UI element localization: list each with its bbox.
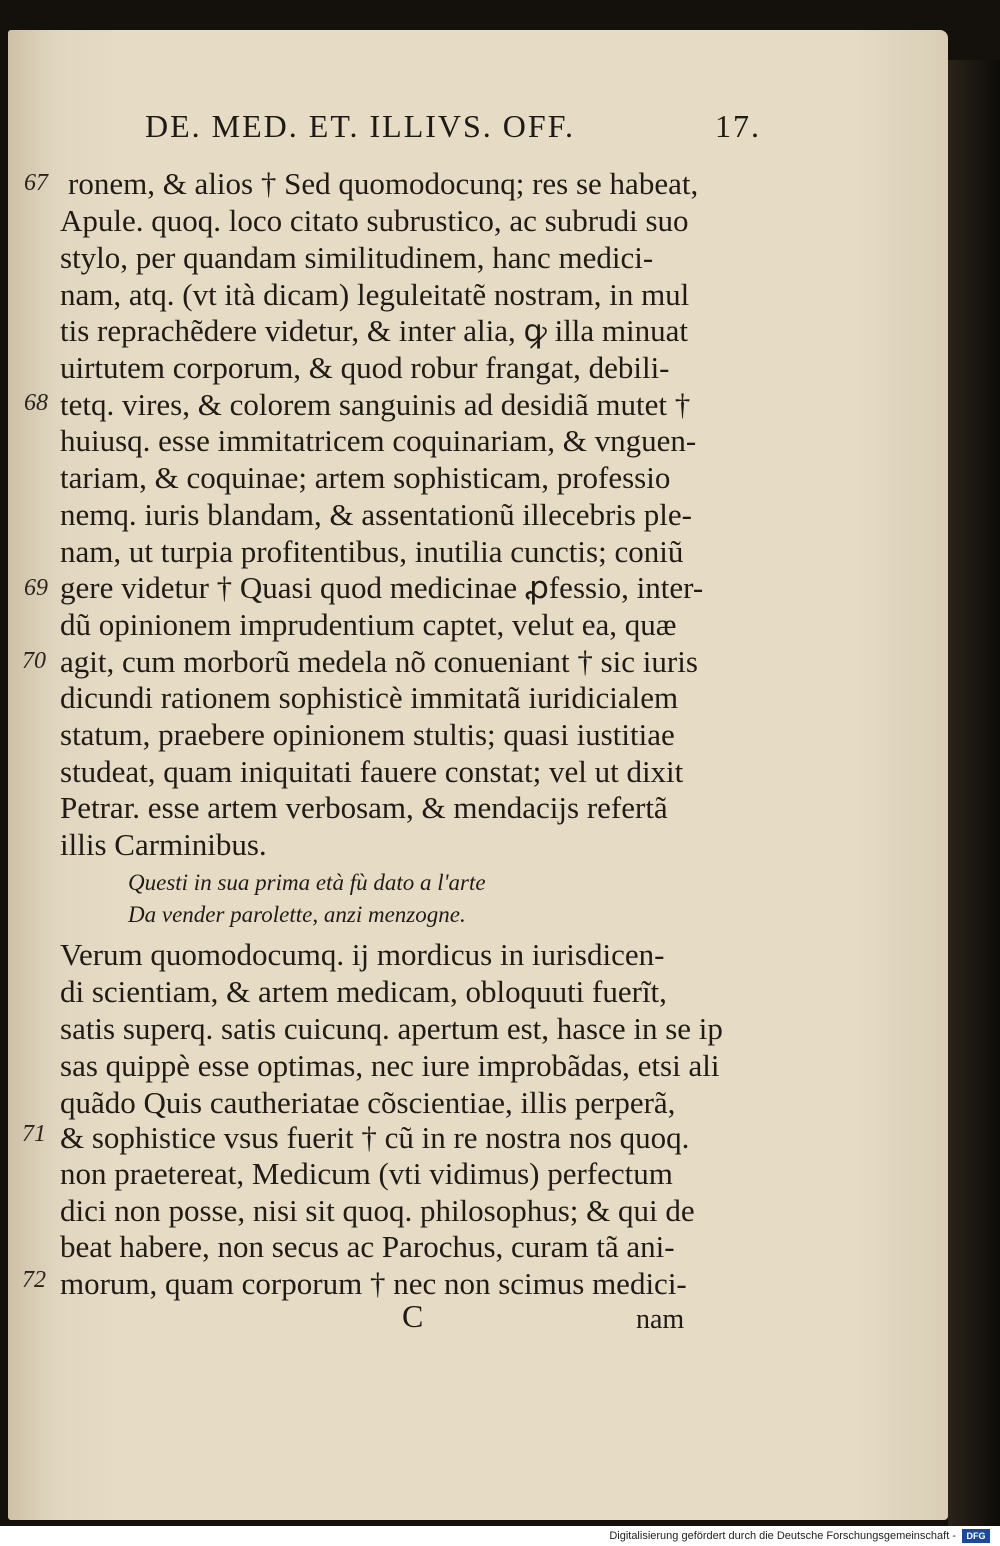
text-line: non praetereat, Medicum (vti vidimus) perfectum: [60, 1156, 673, 1191]
text-line: tetq. vires, & colorem sanguinis ad desidiã mutet †: [60, 387, 691, 422]
text-line: huiusq. esse immitatricem coquinariam, & vnguen-: [60, 423, 697, 458]
text-line: & sophistice vsus fuerit † cũ in re nostra nos quoq.: [60, 1120, 690, 1155]
page-number: 17.: [715, 108, 761, 144]
margin-number: 71: [22, 1121, 46, 1147]
text-line: dici non posse, nisi sit quoq. philosophus; & qui de: [60, 1193, 695, 1228]
text-line: beat habere, non secus ac Parochus, curam tã ani-: [60, 1229, 675, 1264]
text-line: Apule. quoq. loco citato subrustico, ac subrudi suo: [60, 203, 689, 238]
text-line: Petrar. esse artem verbosam, & mendacijs refertã: [60, 790, 668, 825]
funding-credit: Digitalisierung gefördert durch die Deutsche Forschungsgemeinschaft -: [609, 1530, 956, 1542]
text-line: satis superq. satis cuicunq. apertum est, hasce in se ip: [60, 1011, 723, 1046]
text-line: Verum quomodocumq. ij mordicus in iurisdicen-: [60, 937, 665, 972]
text-line: stylo, per quandam similitudinem, hanc medici-: [60, 240, 654, 275]
text-line: tis reprachẽdere videtur, & inter alia, ꝙ illa minuat: [60, 313, 689, 348]
verse-line: Da vender parolette, anzi menzogne.: [128, 902, 466, 927]
text-line: morum, quam corporum † nec non scimus medici-: [60, 1266, 687, 1301]
text-line: nam, atq. (vt ità dicam) leguleitatẽ nostram, in mul: [60, 277, 690, 312]
text-line: gere videtur † Quasi quod medicinae ꝓfessio, inter-: [60, 570, 704, 605]
text-line: dicundi rationem sophisticè immitatã iuridicialem: [60, 680, 679, 715]
text-line: illis Carminibus.: [60, 827, 267, 862]
dfg-logo: DFG: [962, 1529, 990, 1543]
text-line: studeat, quam iniquitati fauere constat; vel ut dixit: [60, 754, 684, 789]
text-line: dũ opinionem imprudentium captet, velut ea, quæ: [60, 607, 677, 642]
text-line: uirtutem corporum, & quod robur frangat, debili-: [60, 350, 670, 385]
text-line: sas quippè esse optimas, nec iure improbãdas, etsi ali: [60, 1048, 720, 1083]
text-line: di scientiam, & artem medicam, obloquuti fuerĩt,: [60, 974, 667, 1009]
text-line: statum, praebere opinionem stultis; quasi iustitiae: [60, 717, 675, 752]
margin-number: 67: [24, 170, 48, 196]
catchword: nam: [636, 1304, 685, 1335]
margin-number: 70: [22, 648, 46, 674]
verse-line: Questi in sua prima età fù dato a l'arte: [128, 870, 486, 895]
page-edge-shadow: [948, 60, 1000, 1526]
text-line: ronem, & alios † Sed quomodocunq; res se habeat,: [68, 166, 699, 201]
text-line: tariam, & coquinae; artem sophisticam, professio: [60, 460, 671, 495]
text-line: nam, ut turpia profitentibus, inutilia cunctis; coniũ: [60, 534, 684, 569]
text-line: agit, cum morborũ medela nõ conueniant † sic iuris: [60, 644, 698, 679]
margin-number: 72: [22, 1267, 46, 1293]
margin-number: 69: [24, 575, 48, 601]
text-line: nemq. iuris blandam, & assentationũ illecebris ple-: [60, 497, 692, 532]
running-header: [145, 108, 785, 145]
signature-mark: C: [402, 1298, 424, 1334]
margin-number: 68: [24, 390, 48, 416]
running-title: DE. MED. ET. ILLIVS. OFF.: [145, 108, 575, 144]
text-line: quãdo Quis cautheriatae cõscientiae, illis perperã,: [60, 1085, 676, 1120]
